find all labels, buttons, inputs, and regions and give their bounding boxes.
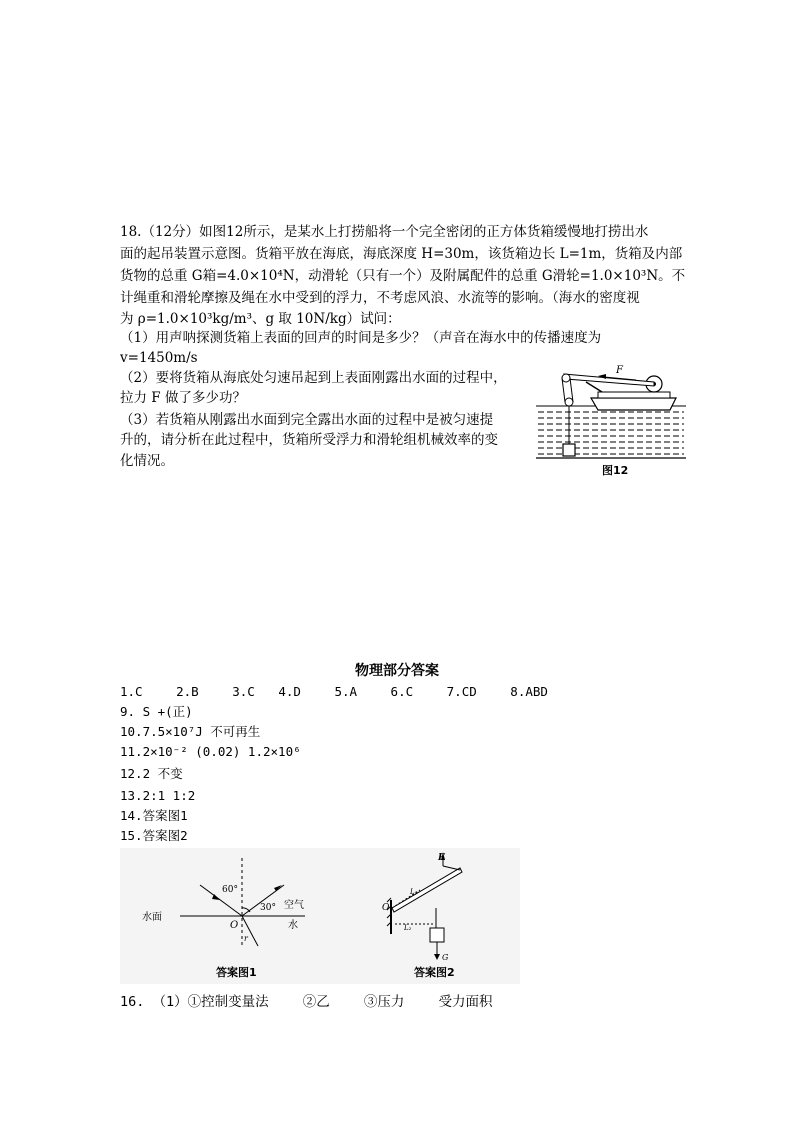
- fig1-r-label: r: [244, 934, 248, 943]
- fig1-surface-label: 水面: [142, 912, 162, 923]
- q18-subq-3a: （3）若货箱从刚露出水面到完全露出水面的过程中是被匀速提: [120, 412, 494, 428]
- mc-answer-7: 7.CD: [446, 684, 477, 699]
- q18-line-5: 为 ρ=1.0×10³kg/m³、g 取 10N/kg）试问：: [120, 311, 401, 327]
- fig2-L1-label: L₁: [410, 888, 418, 896]
- mc-answer-2: 2.B: [176, 684, 199, 699]
- answer-13: 13.2:1 1:2: [120, 788, 196, 803]
- figure-12-salvage-ship: [536, 362, 686, 482]
- answer-15: 15.答案图2: [120, 828, 188, 843]
- q18-subq-3b: 升的，请分析在此过程中，货箱所受浮力和滑轮组机械效率的变: [120, 432, 498, 448]
- fig2-caption: 答案图2: [414, 966, 455, 979]
- fig1-caption: 答案图1: [216, 966, 257, 979]
- fig1-angle-30: 30°: [260, 903, 276, 913]
- fig1-air-label: 空气: [284, 900, 304, 911]
- q18-line-3: 货物的总重 G箱=4.0×10⁴N，动滑轮（只有一个）及附属配件的总重 G滑轮=1.0×10³N。不: [120, 268, 686, 284]
- fig2-G-label: G: [442, 953, 449, 962]
- answer-14: 14.答案图1: [120, 808, 188, 823]
- fig1-water-label: 水: [288, 920, 298, 931]
- mc-answer-5: 5.A: [334, 684, 358, 699]
- answer-figures: [120, 848, 520, 984]
- fig1-angle-60: 60°: [222, 885, 238, 895]
- answer-16-part-4: 受力面积: [438, 994, 493, 1010]
- q18-line-2: 面的起吊装置示意图。货箱平放在海底，海底深度 H=30m，该货箱边长 L=1m，货箱及内部: [120, 246, 683, 262]
- fig12-F-label: F: [616, 365, 623, 376]
- answers-title: 物理部分答案: [355, 663, 439, 679]
- mc-answer-3: 3.C: [232, 684, 255, 699]
- mc-answer-6: 6.C: [390, 684, 414, 699]
- q18-subq-2a: （2）要将货箱从海底处匀速吊起到上表面刚露出水面的过程中，: [120, 370, 507, 386]
- mc-answer-8: 8.ABD: [510, 684, 548, 699]
- answer-11: 11.2×10⁻² (0.02) 1.2×10⁶: [120, 744, 301, 759]
- q18-subq-3c: 化情况。: [120, 453, 174, 469]
- fig2-F-label: F: [438, 853, 445, 863]
- answer-16-part-2: ②乙: [302, 994, 330, 1010]
- fig2-L2-label: L₂: [404, 924, 412, 932]
- mc-answers-row: [120, 682, 548, 702]
- q18-line-4: 计绳重和滑轮摩擦及绳在水中受到的浮力，不考虑风浪、水流等的影响。（海水的密度视: [120, 290, 640, 306]
- answer-16: [120, 992, 493, 1012]
- mc-answer-1: 1.C: [120, 684, 143, 699]
- q18-subq-2b: 拉力 F 做了多少功？: [120, 390, 246, 406]
- answer-12: 12.2 不变: [120, 766, 183, 781]
- q18-speed: v=1450m/s: [120, 350, 198, 366]
- mc-answer-4: 4.D: [278, 684, 301, 699]
- fig12-caption: 图12: [602, 464, 629, 477]
- answer-16-part-3: ③压力: [363, 994, 405, 1010]
- q18-subq-1: （1）用声呐探测货箱上表面的回声的时间是多少？（声音在海水中的传播速度为: [120, 330, 602, 346]
- answer-10: 10.7.5×10⁷J 不可再生: [120, 724, 261, 739]
- answer-9: 9. S +(正): [120, 704, 193, 719]
- q18-line-1: 18.（12分）如图12所示，是某水上打捞船将一个完全密闭的正方体货箱缓慢地打捞出水: [120, 224, 649, 240]
- fig1-O-label: O: [230, 920, 239, 931]
- answer-16-part-1: 16. （1）①控制变量法: [120, 994, 269, 1010]
- fig2-O-label: O: [382, 903, 390, 913]
